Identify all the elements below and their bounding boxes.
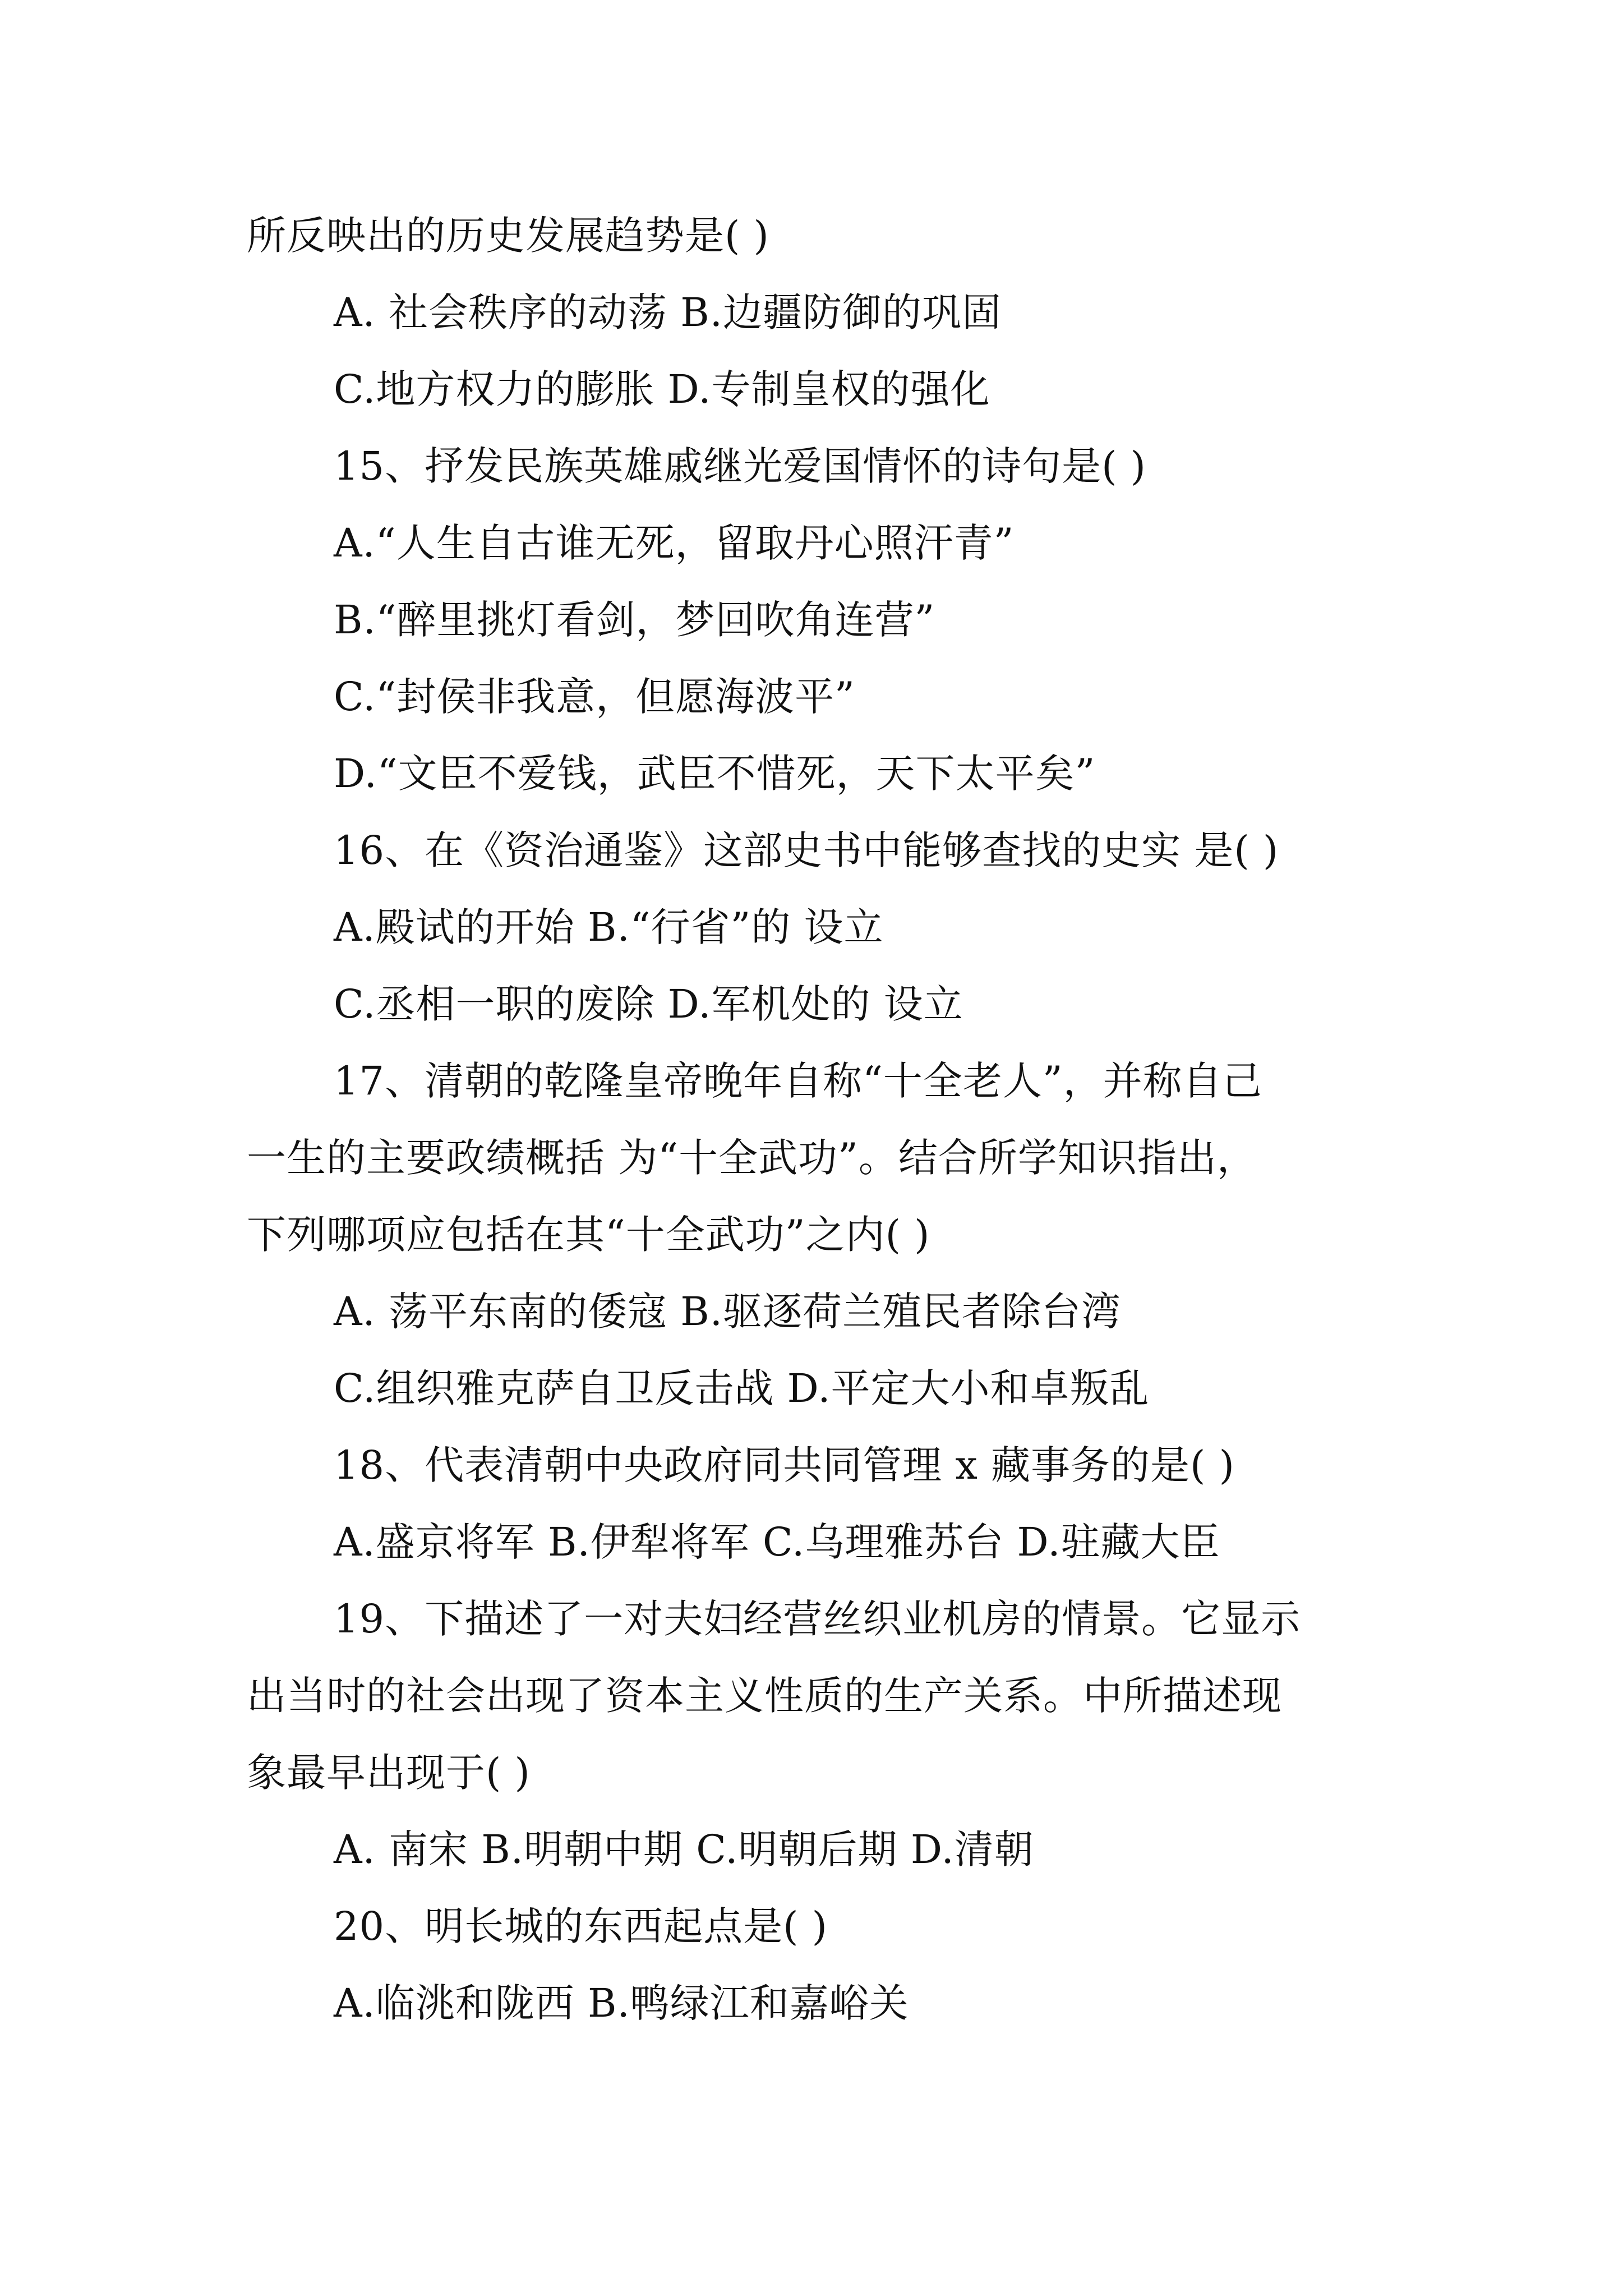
text-line-q15-option-c: C.“封侯非我意，但愿海波平” (334, 674, 855, 720)
text-line-question-19: 19、下描述了一对夫妇经营丝织业机房的情景。它显示 (334, 1596, 1301, 1642)
text-line-question-14-continued: 所反映出的历史发展趋势是( ) (247, 213, 769, 259)
text-line-question-17: 17、清朝的乾隆皇帝晚年自称“十全老人”，并称自己 (334, 1058, 1262, 1104)
text-line-q19-options: A. 南宋 B.明朝中期 C.明朝后期 D.清朝 (334, 1826, 1034, 1872)
text-line-q17-options-cd: C.组织雅克萨自卫反击战 D.平定大小和卓叛乱 (334, 1365, 1150, 1411)
text-line-q16-options-ab: A.殿试的开始 B.“行省”的 设立 (334, 904, 884, 950)
text-line-q18-options: A.盛京将军 B.伊犁将军 C.乌理雅苏台 D.驻藏大臣 (334, 1519, 1220, 1565)
text-line-question-17-cont-2: 下列哪项应包括在其“十全武功”之内( ) (247, 1212, 930, 1258)
text-line-q14-options-cd: C.地方权力的膨胀 D.专制皇权的强化 (334, 366, 990, 412)
text-line-question-18: 18、代表清朝中央政府同共同管理 x 藏事务的是( ) (334, 1442, 1235, 1488)
text-line-question-16: 16、在《资治通鉴》这部史书中能够查找的史实 是( ) (334, 827, 1279, 873)
text-line-q15-option-a: A.“人生自古谁无死，留取丹心照汗青” (334, 520, 1015, 566)
text-line-q16-options-cd: C.丞相一职的废除 D.军机处的 设立 (334, 981, 963, 1027)
text-line-q17-options-ab: A. 荡平东南的倭寇 B.驱逐荷兰殖民者除台湾 (334, 1289, 1121, 1335)
text-line-question-19-cont-2: 象最早出现于( ) (247, 1750, 531, 1796)
text-line-question-15: 15、抒发民族英雄戚继光爱国情怀的诗句是( ) (334, 443, 1146, 489)
text-line-q15-option-d: D.“文臣不爱钱，武臣不惜死，天下太平矣” (334, 751, 1096, 797)
text-line-q15-option-b: B.“醉里挑灯看剑，梦回吹角连营” (334, 597, 935, 643)
text-line-q14-options-ab: A. 社会秩序的动荡 B.边疆防御的巩固 (334, 289, 1002, 335)
text-line-question-17-cont-1: 一生的主要政绩概括 为“十全武功”。结合所学知识指出， (247, 1135, 1257, 1181)
text-line-question-19-cont-1: 出当时的社会出现了资本主义性质的生产关系。中所描述现 (247, 1673, 1282, 1719)
text-line-q20-options-ab: A.临洮和陇西 B.鸭绿江和嘉峪关 (334, 1980, 909, 2026)
text-line-question-20: 20、明长城的东西起点是( ) (334, 1903, 828, 1949)
